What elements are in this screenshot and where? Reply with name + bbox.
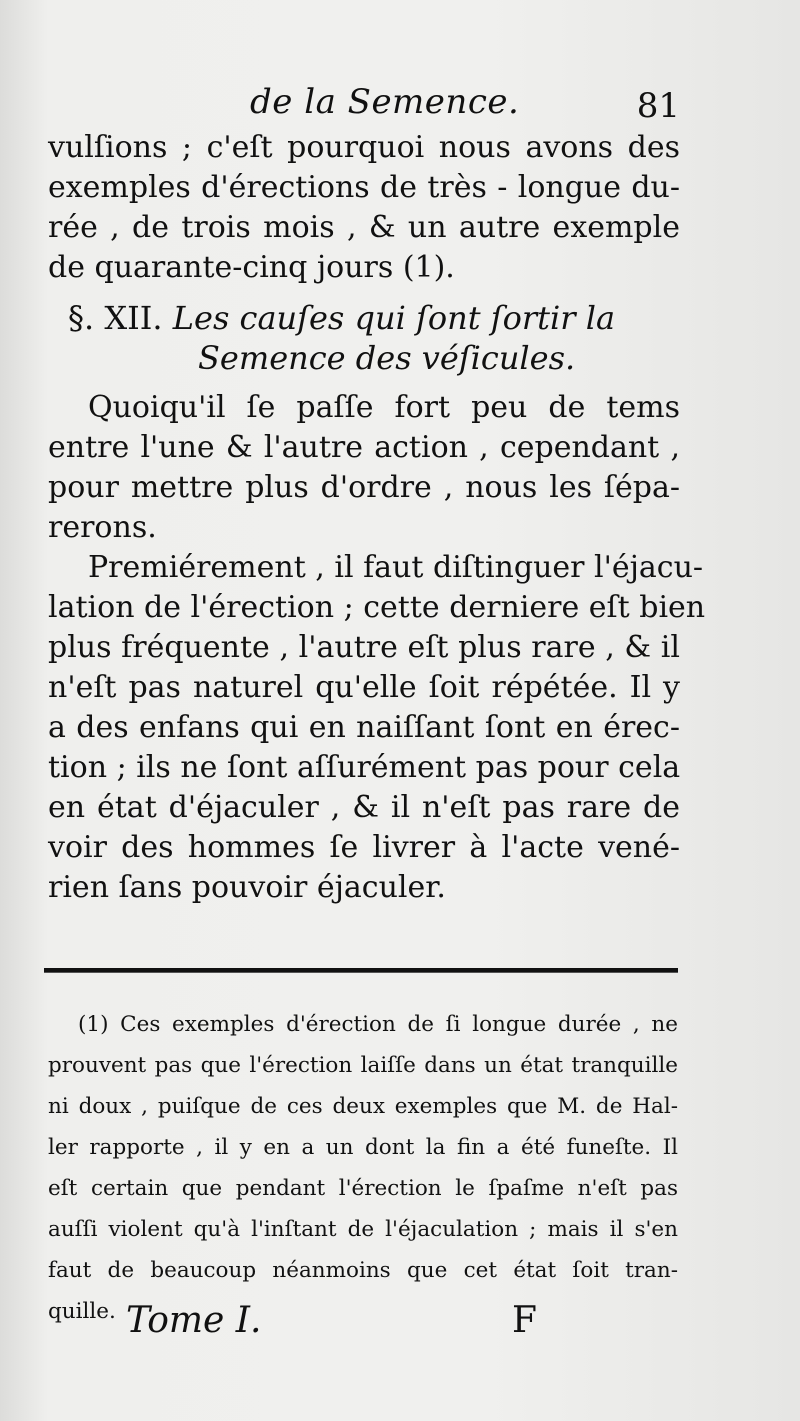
footnote-line: eſt certain que pendant l'érection le ſpaſme n'eſt pas [48, 1176, 678, 1201]
section-number: §. XII. [68, 299, 163, 337]
text-line: vulſions ; c'eſt pourquoi nous avons des [48, 130, 680, 165]
footnote-line: (1) Ces exemples d'érection de ſi longue durée , ne [78, 1012, 678, 1037]
page-number: 81 [636, 86, 680, 126]
text-line: a des enfans qui en naiſſant ſont en érec- [48, 710, 680, 745]
text-line: lation de l'érection ; cette derniere eſt bien [48, 590, 706, 625]
text-line: de quarante-cinq jours (1). [48, 250, 455, 285]
main-text [48, 128, 706, 908]
text-line: rée , de trois mois , & un autre exemple [48, 210, 680, 245]
volume-label: Tome I. [126, 1300, 262, 1341]
section-heading [48, 298, 680, 378]
running-head [0, 82, 800, 132]
text-line: Quoiqu'il ſe paſſe fort peu de tems [88, 390, 680, 425]
text-line: plus fréquente , l'autre eſt plus rare , & il [48, 630, 680, 665]
footnote-line: quille. [48, 1299, 116, 1324]
text-line: rien ſans pouvoir éjaculer. [48, 870, 446, 905]
footnote-line: ni doux , puiſque de ces deux exemples que M. de Hal- [48, 1094, 678, 1119]
footnote-line: ler rapporte , il y en a un dont la fin a été funeſte. Il [48, 1135, 678, 1160]
text-line: en état d'éjaculer , & il n'eſt pas rare de [48, 790, 680, 825]
text-line: exemples d'érections de très - longue du- [48, 170, 680, 205]
footnote-line: auſſi violent qu'à l'inſtant de l'éjaculation ; mais il s'en [48, 1217, 678, 1242]
text-line: entre l'une & l'autre action , cependant , [48, 430, 680, 465]
signature-mark: F [512, 1300, 537, 1341]
footnote-rule [44, 968, 678, 973]
paragraph-1 [48, 128, 680, 288]
paragraph-2 [48, 388, 680, 548]
section-title-line-1: Les cauſes qui ſont ſortir la [172, 299, 616, 337]
text-line: tion ; ils ne ſont aſſurément pas pour cela [48, 750, 681, 785]
text-line: Premiérement , il faut diſtinguer l'éjacu- [88, 550, 704, 585]
text-line: pour mettre plus d'ordre , nous les ſépa- [48, 470, 680, 505]
paragraph-3 [48, 548, 706, 908]
running-head-title: de la Semence. [250, 82, 520, 122]
text-line: n'eſt pas naturel qu'elle ſoit répétée. Il y [48, 670, 680, 705]
footnote [48, 1004, 678, 1332]
text-line: voir des hommes ſe livrer à l'acte vené- [48, 830, 680, 865]
section-title-line-2: Semence des véſicules. [198, 339, 576, 377]
footnote-line: faut de beaucoup néanmoins que cet état ſoit tran- [48, 1258, 678, 1283]
footnote-line: prouvent pas que l'érection laiſſe dans un état tranquille [48, 1053, 678, 1078]
text-line: rerons. [48, 510, 157, 545]
